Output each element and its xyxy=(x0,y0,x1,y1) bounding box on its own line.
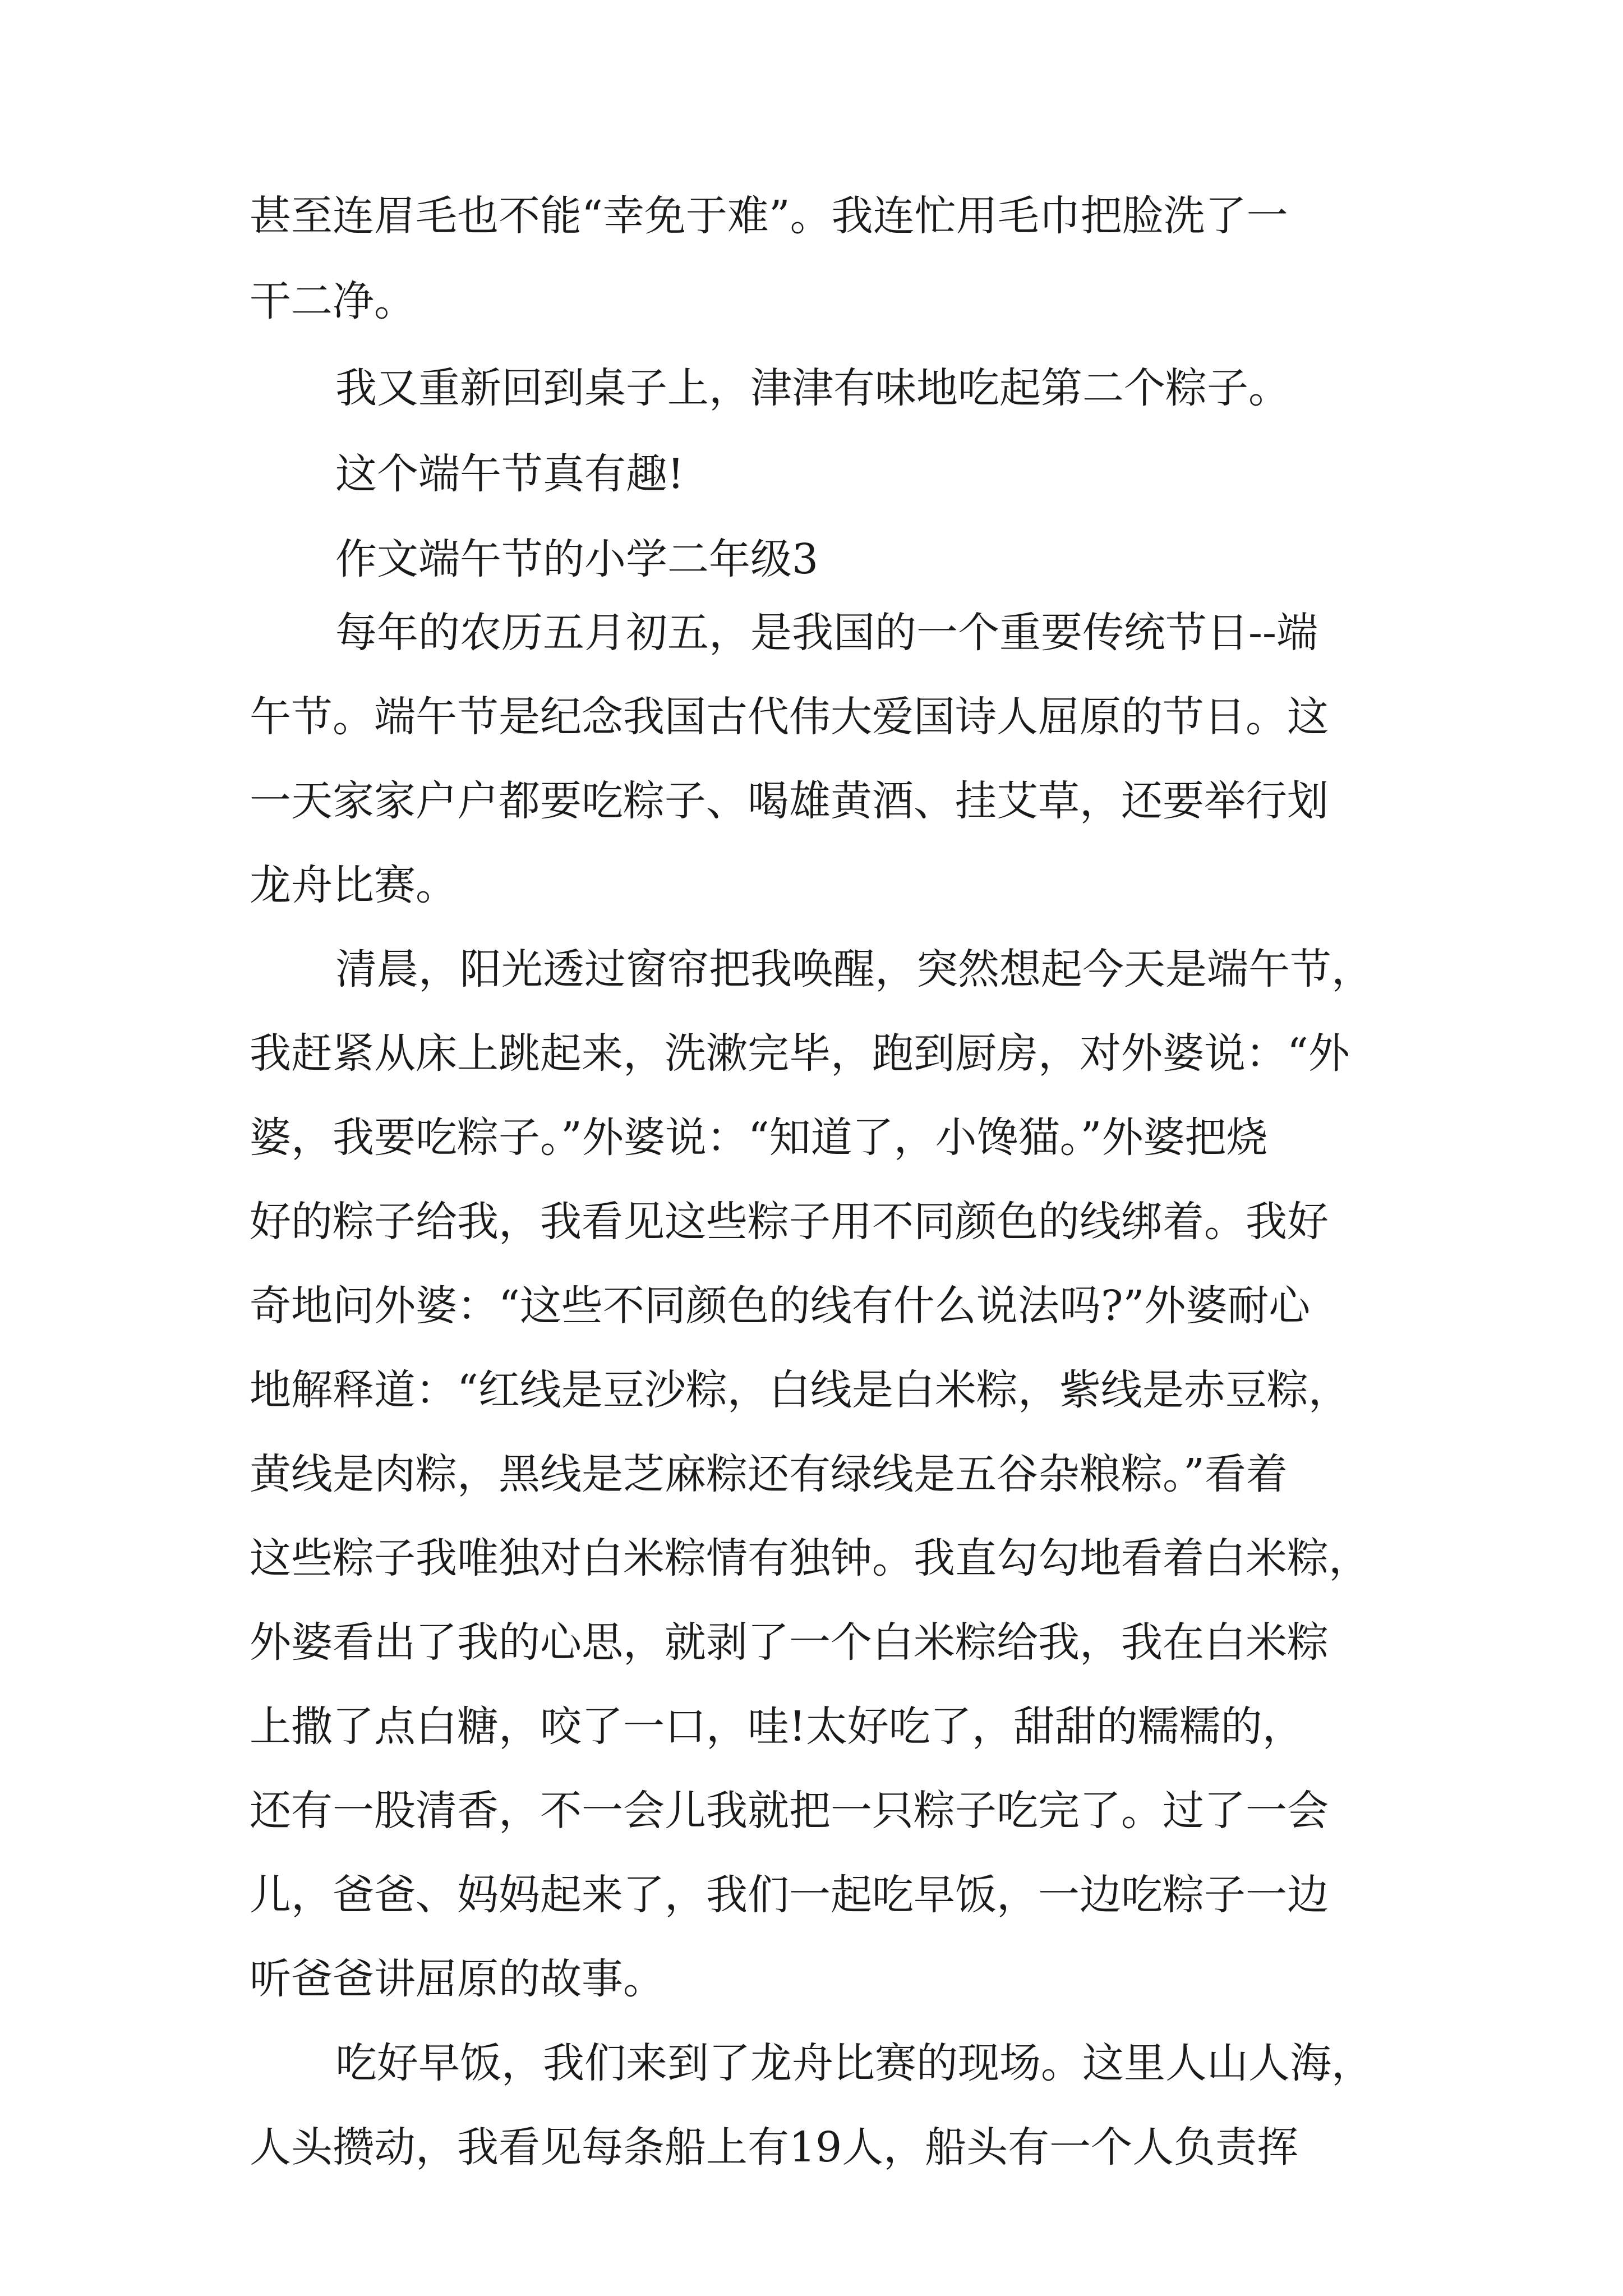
text-line: 儿，爸爸、妈妈起来了，我们一起吃早饭，一边吃粽子一边 xyxy=(250,1871,1329,1919)
text-line: 黄线是肉粽，黑线是芝麻粽还有绿线是五谷杂粮粽。”看着 xyxy=(250,1450,1288,1498)
text-line: 吃好早饭，我们来到了龙舟比赛的现场。这里人山人海， xyxy=(335,2039,1373,2087)
text-line: 干二净。 xyxy=(250,277,416,325)
text-line: 这个端午节真有趣! xyxy=(335,450,684,498)
text-line: 婆，我要吃粽子。”外婆说：“知道了，小馋猫。”外婆把烧 xyxy=(250,1114,1268,1162)
text-line: 奇地问外婆：“这些不同颜色的线有什么说法吗?”外婆耐心 xyxy=(250,1282,1311,1330)
text-line: 还有一股清香，不一会儿我就把一只粽子吃完了。过了一会 xyxy=(250,1787,1329,1835)
text-line: 外婆看出了我的心思，就剥了一个白米粽给我，我在白米粽 xyxy=(250,1618,1329,1667)
text-line: 地解释道：“红线是豆沙粽，白线是白米粽，紫线是赤豆粽， xyxy=(250,1366,1350,1414)
text-line: 好的粽子给我，我看见这些粽子用不同颜色的线绑着。我好 xyxy=(250,1198,1329,1246)
text-line: 我又重新回到桌子上，津津有味地吃起第二个粽子。 xyxy=(335,364,1290,412)
text-line: 清晨，阳光透过窗帘把我唤醒，突然想起今天是端午节， xyxy=(335,945,1373,993)
section-heading: 作文端午节的小学二年级3 xyxy=(335,535,819,583)
text-line: 这些粽子我唯独对白米粽情有独钟。我直勾勾地看着白米粽， xyxy=(250,1534,1370,1582)
text-line: 午节。端午节是纪念我国古代伟大爱国诗人屈原的节日。这 xyxy=(250,693,1329,741)
text-line: 上撒了点白糖，咬了一口，哇!太好吃了，甜甜的糯糯的， xyxy=(250,1703,1304,1751)
text-line: 甚至连眉毛也不能“幸免于难”。我连忙用毛巾把脸洗了一 xyxy=(250,192,1288,240)
text-line: 一天家家户户都要吃粽子、喝雄黄酒、挂艾草，还要举行划 xyxy=(250,777,1329,825)
text-line: 龙舟比赛。 xyxy=(250,861,457,909)
text-line: 每年的农历五月初五，是我国的一个重要传统节日--端 xyxy=(335,609,1318,657)
text-line: 听爸爸讲屈原的故事。 xyxy=(250,1955,665,2003)
text-line: 我赶紧从床上跳起来，洗漱完毕，跑到厨房，对外婆说：“外 xyxy=(250,1029,1350,1078)
text-line: 人头攒动，我看见每条船上有19人，船头有一个人负责挥 xyxy=(250,2123,1299,2171)
